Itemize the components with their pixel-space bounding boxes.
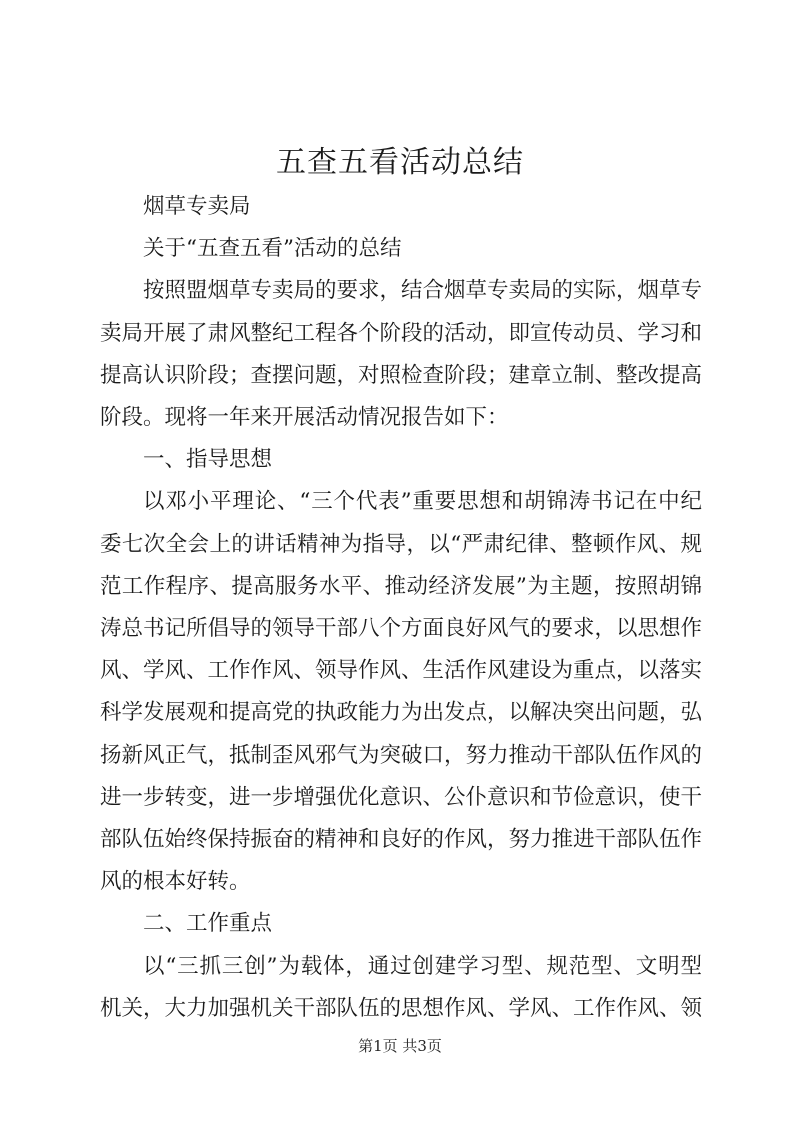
section-heading-work-focus: 二、工作重点 [143, 911, 273, 937]
paragraph-guiding-ideology: 以邓小平理论、“三个代表”重要思想和胡锦涛书记在中纪委七次全会上的讲话精神为指导，以“严肃纪律、整顿作风、规范工作程序、提高服务水平、推动经济发展”为主题，按照胡锦涛总书记所倡导的领导干部八个方面良好风气的要求，以思想作风、学风、工作作风、领导作风、生活作风建设为重点，以落实科学发展观和提高党的执政能力为出发点，以解决突出问题，弘扬新风正气，抵制歪风邪气为突破口，努力推动干部队伍作风的进一步转变，进一步增强优化意识、公仆意识和节俭意识，使干部队伍始终保持振奋的精神和良好的作风，努力推进干部队伍作风的根本好转。 [100, 489, 703, 895]
page-number-footer: 第1页 共3页 [358, 1037, 442, 1055]
section-heading-guiding-ideology: 一、指导思想 [143, 447, 273, 473]
document-title: 五查五看活动总结 [276, 145, 524, 180]
paragraph-subtitle: 关于“五查五看”活动的总结 [143, 236, 402, 262]
paragraph-organization: 烟草专卖局 [143, 194, 251, 219]
paragraph-work-focus: 以“三抓三创”为载体，通过创建学习型、规范型、文明型机关，大力加强机关干部队伍的思想作风、学风、工作作风、领 [100, 953, 703, 1021]
document-body [100, 186, 702, 1030]
paragraph-intro: 按照盟烟草专卖局的要求，结合烟草专卖局的实际，烟草专卖局开展了肃风整纪工程各个阶段的活动，即宣传动员、学习和提高认识阶段；查摆问题，对照检查阶段；建章立制、整改提高阶段。现将一年来开展活动情况报告如下： [100, 278, 703, 431]
